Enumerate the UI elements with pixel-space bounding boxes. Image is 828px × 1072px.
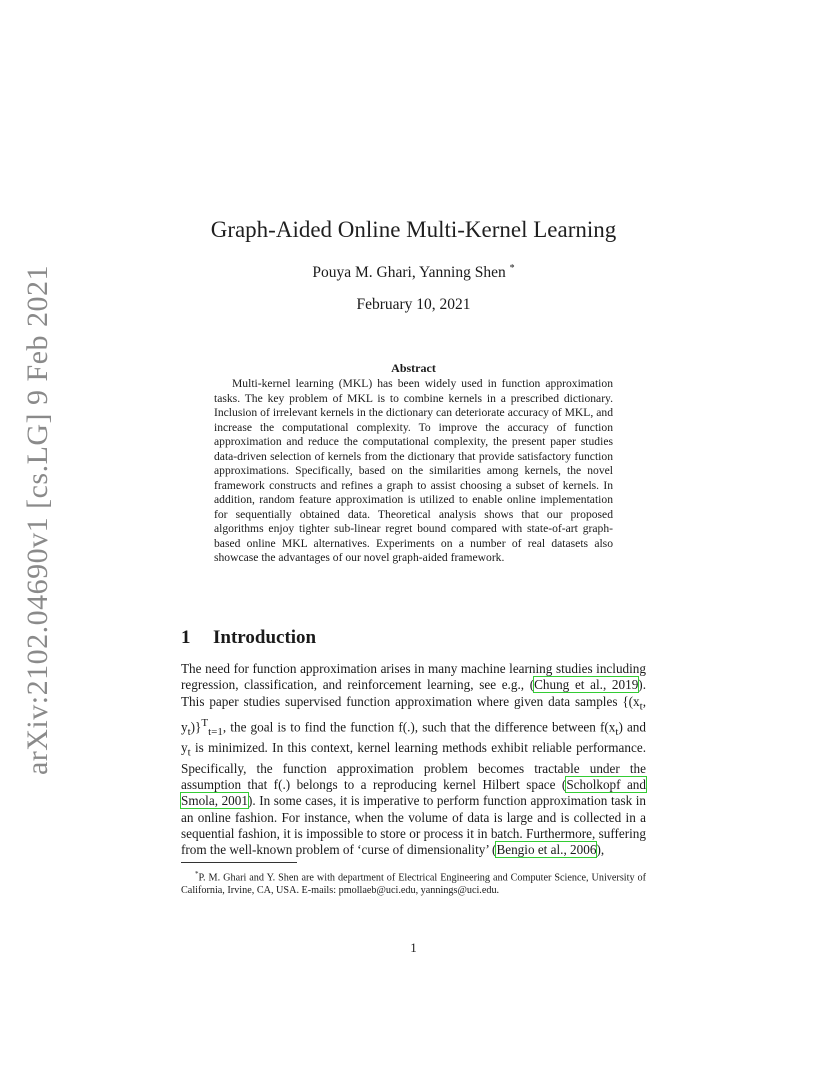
- citation-link[interactable]: Bengio et al., 2006: [496, 842, 597, 858]
- superscript: T: [201, 716, 209, 729]
- intro-text: , y: [181, 693, 646, 734]
- intro-text: ). In some cases, it is imperative to perform function approximation task in an online fashion. For instance, when the volume of data is large and is collected in a sequential fashion, it is impossible to store or process it in batch. Furthermore, suffering from the well-known problem of ‘curse of dimensionality’ (: [181, 793, 647, 858]
- footnote: [181, 868, 646, 897]
- subscript: t: [187, 725, 191, 738]
- section-heading: [181, 627, 646, 649]
- page-number: 1: [410, 940, 417, 955]
- footnote-rule: [181, 862, 297, 863]
- section-number: 1: [181, 627, 191, 648]
- footnote-text: P. M. Ghari and Y. Shen are with department of Electrical Engineering and Computer Science, University of California, Irvine, CA, USA. E-mails: pmollaeb@uci.edu, yannings@uci.edu.: [181, 872, 646, 897]
- introduction-paragraph: [181, 661, 646, 859]
- abstract-text: Multi-kernel learning (MKL) has been widely used in function approximation tasks. The key problem of MKL is to combine kernels in a prescribed dictionary. Inclusion of irrelevant kernels in the dictionary can deteriorate accuracy of MKL, and increase the computational complexity. To improve the accuracy of function approximation and reduce the computational complexity, the present paper studies data-driven selection of kernels from the dictionary that provide satisfactory function approximations. Specifically, based on the similarities among kernels, the novel framework constructs and refines a graph to assist choosing a subset of kernels. In addition, random feature approximation is utilized to enable online implementation for sequentially obtained data. Theoretical analysis shows that our proposed algorithms enjoy tighter sub-linear regret bound compared with state-of-art graph-based online MKL alternatives. Experiments on a number of real datasets also showcase the advantages of our novel graph-aided framework.: [214, 377, 613, 564]
- subscript: t: [187, 746, 191, 759]
- subscript: t: [639, 700, 643, 713]
- intro-text: is minimized. In this context, kernel learning methods exhibit reliable performance. Specifically, the function approximation problem becomes tractable under the assumption that f(.) belongs to a reproducing kernel Hilbert space (: [181, 739, 646, 793]
- author-names: Pouya M. Ghari, Yanning Shen: [312, 264, 506, 282]
- intro-text: )}: [190, 718, 202, 734]
- paper-title: Graph-Aided Online Multi-Kernel Learning: [210, 217, 617, 242]
- paper-authors: [181, 263, 646, 282]
- author-footnote-mark: *: [509, 263, 515, 274]
- citation-link[interactable]: Chung et al., 2019: [534, 677, 639, 693]
- paper-date: February 10, 2021: [356, 296, 471, 313]
- intro-text: ). This paper studies supervised function approximation where given data samples {(x: [181, 677, 646, 709]
- abstract-heading: Abstract: [391, 361, 436, 375]
- intro-text: ),: [596, 842, 605, 858]
- footnote-mark: *: [195, 870, 199, 878]
- subscript: t=1: [208, 725, 223, 738]
- citation-link[interactable]: Scholkopf and Smola, 2001: [181, 777, 646, 809]
- intro-text: , the goal is to find the function f(.), such that the difference between f(x: [222, 718, 616, 734]
- intro-text: ) and y: [181, 718, 646, 755]
- section-title: Introduction: [213, 627, 317, 648]
- subscript: t: [615, 725, 619, 738]
- arxiv-identifier-stamp: arXiv:2102.04690v1 [cs.LG] 9 Feb 2021: [21, 264, 54, 776]
- intro-text: The need for function approximation arises in many machine learning studies including regression, classification, and reinforcement learning, see e.g., (: [181, 661, 646, 693]
